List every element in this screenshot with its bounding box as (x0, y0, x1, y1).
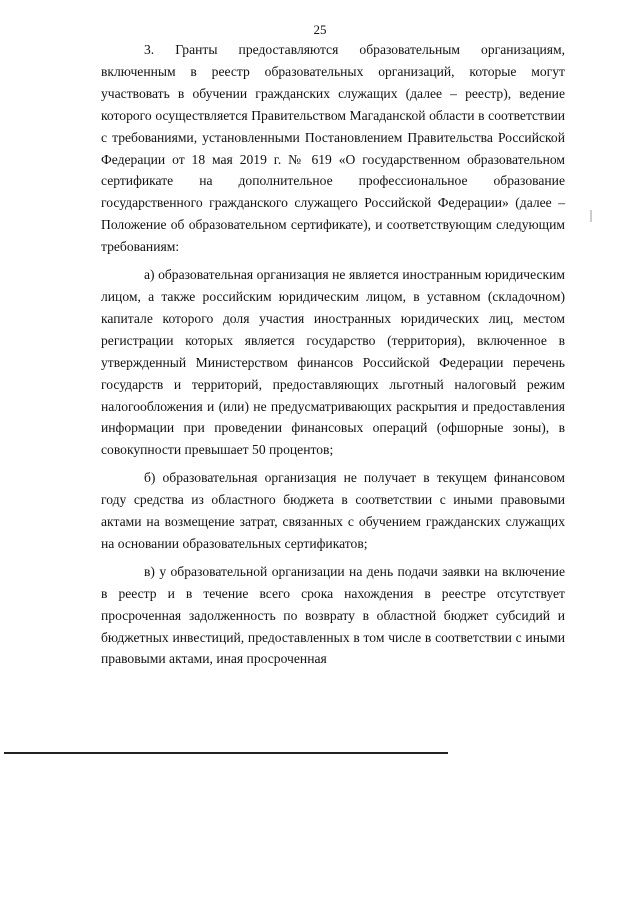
scan-artifact (590, 210, 592, 222)
paragraph-item-b: б) образовательная организация не получает в текущем финансовом году средства из областного бюджета в соответствии с иными правовыми актами на возмещение затрат, связанных с обучением гражданских служащих на основании образовательных сертификатов; (101, 470, 565, 551)
document-body (101, 39, 565, 670)
paragraph-item-a: а) образовательная организация не является иностранным юридическим лицом, а также российским юридическим лицом, в уставном (складочном) капитале которого доля участия иностранных юридических лиц, местом регистрации которых является государство (территория), включенное в утвержденный Министерством финансов Российской Федерации перечень государств и территорий, предоставляющих льготный налоговый режим налогообложения и (или) не предусматривающих раскрытия и предоставления информации при проведении финансовых операций (офшорные зоны), в совокупности превышает 50 процентов; (101, 267, 565, 458)
footnote-divider (4, 752, 448, 754)
page-number: 25 (313, 22, 327, 37)
paragraph-grants-requirements: 3. Гранты предоставляются образовательным организациям, включенным в реестр образовательных организаций, которые могут участвовать в обучении гражданских служащих (далее – реестр), ведение которого осуществляется Правительством Магаданской области в соответствии с требованиями, установленными Постановлением Правительства Российской Федерации от 18 мая 2019 г. № 619 «О государственном образовательном сертификате на дополнительное профессиональное образование государственного гражданского служащего Российской Федерации» (далее – Положение об образовательном сертификате), и соответствующим следующим требованиям: (101, 42, 565, 255)
paragraph-item-v: в) у образовательной организации на день подачи заявки на включение в реестр и в течение всего срока нахождения в реестре отсутствует просроченная задолженность по возврату в областной бюджет субсидий и бюджетных инвестиций, предоставленных в том числе в соответствии с иными правовыми актами, иная просроченная (101, 563, 565, 667)
